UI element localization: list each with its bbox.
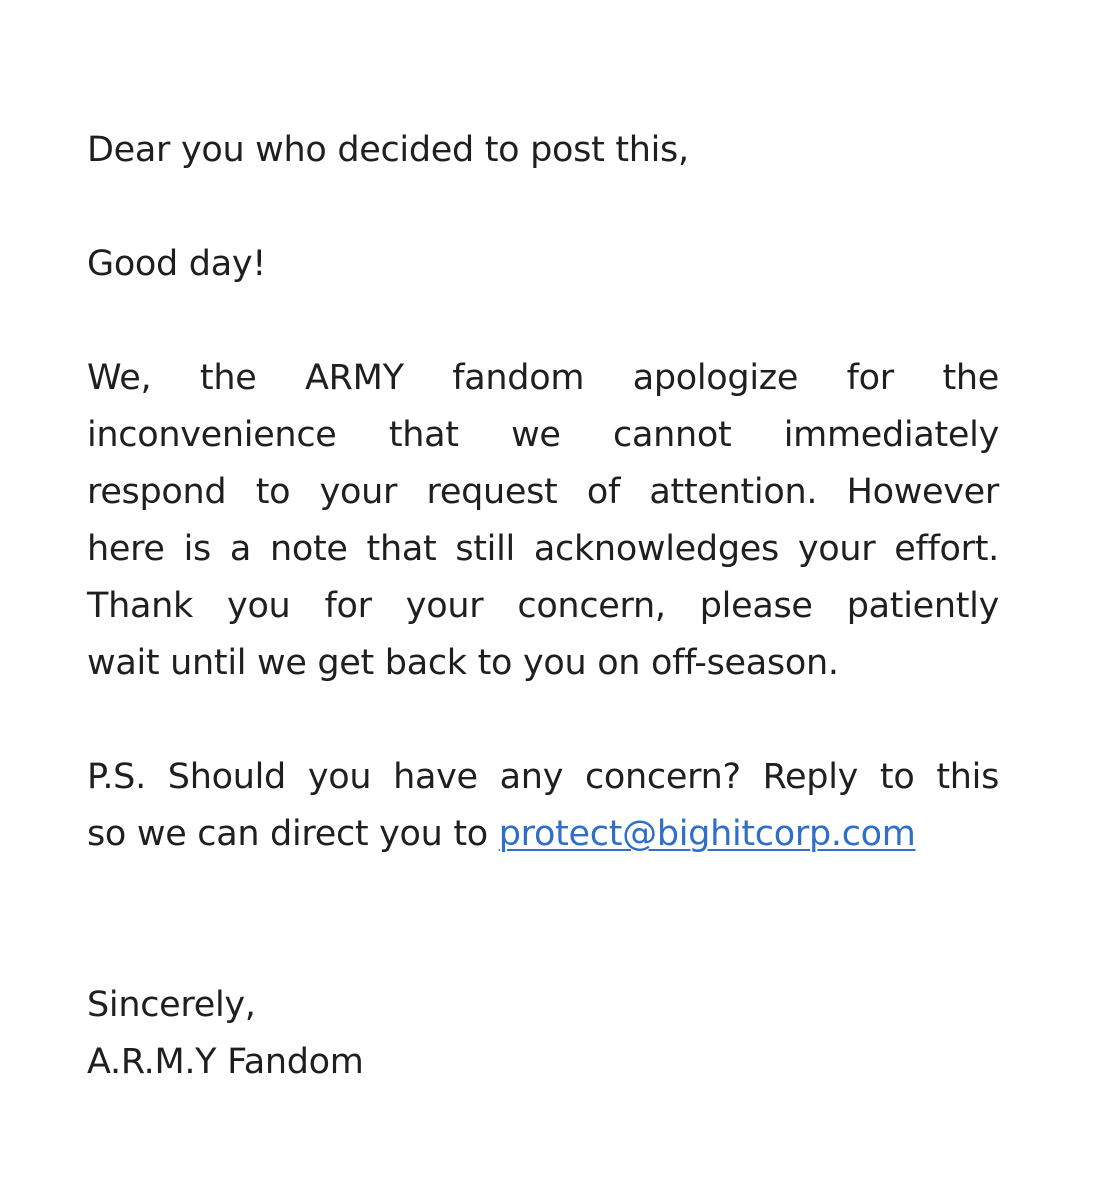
signature: A.R.M.Y Fandom	[87, 1042, 364, 1082]
ps-line-text: so we can direct you to	[87, 814, 499, 854]
salutation: Dear you who decided to post this,	[87, 130, 689, 170]
ps-line-with-link	[87, 806, 999, 863]
spacer	[87, 863, 999, 977]
spacer	[87, 692, 999, 749]
postscript	[87, 749, 999, 863]
greeting: Good day!	[87, 244, 266, 284]
body-line: We, the ARMY fandom apologize for the	[87, 358, 999, 398]
body-line: wait until we get back to you on off-season.	[87, 643, 839, 683]
closing: Sincerely,	[87, 985, 256, 1025]
body-line: respond to your request of attention. However	[87, 472, 999, 512]
body-paragraph	[87, 350, 999, 692]
spacer	[87, 293, 999, 350]
body-line: inconvenience that we cannot immediately	[87, 415, 999, 455]
ps-line: P.S. Should you have any concern? Reply to this	[87, 757, 999, 797]
body-line: here is a note that still acknowledges your effort.	[87, 529, 999, 569]
spacer	[87, 179, 999, 236]
letter	[87, 122, 999, 1091]
email-link[interactable]: protect@bighitcorp.com	[498, 814, 916, 854]
body-line: Thank you for your concern, please patiently	[87, 586, 999, 626]
